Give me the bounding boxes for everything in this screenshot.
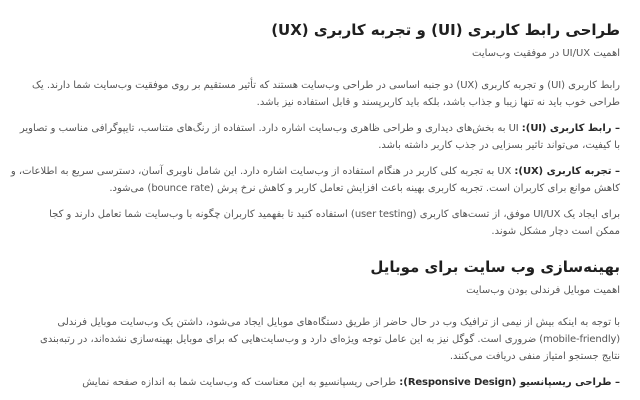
paragraph-line: رابط کاربری (UI) و تجربه کاربری (UX) دو جنبه اساسی در طراحی وب‌سایت هستند که تأثیر مستقیم بر روی موفقیت وب‌سایت شما دارند. یک <box>31 80 620 91</box>
section-heading-mobile: بهینه‌سازی وب سایت برای موبایل <box>370 258 620 276</box>
section-heading-ui-ux: طراحی رابط کاربری (UI) و تجربه کاربری (UX) <box>271 21 620 39</box>
paragraph-responsive-design <box>8 374 620 391</box>
paragraph-text: UI به بخش‌های دیداری و طراحی ظاهری وب‌سایت اشاره دارد. استفاده از رنگ‌های متناسب، تایپوگرافی مناسب و تصاویر <box>19 123 522 134</box>
paragraph-text: طراحی ریسپانسیو به این معناست که وب‌سایت شما به اندازه صفحه نمایش <box>82 377 400 388</box>
paragraph-user-testing <box>8 206 620 240</box>
paragraph-ui-ux-intro <box>8 77 620 111</box>
section-subheading-mobile: اهمیت موبایل فرندلی بودن وب‌سایت <box>466 285 620 296</box>
paragraph-line: ممکن است دچار مشکل شوند. <box>491 226 620 237</box>
paragraph-text: UX به تجربه کلی کاربر در هنگام استفاده از وب‌سایت اشاره دارد. این شامل ناوبری آسان، دسترسی سریع به اطلاعات، و <box>10 166 515 177</box>
paragraph-line: با توجه به اینکه بیش از نیمی از ترافیک وب در حال حاضر از طریق دستگاه‌های موبایل ایجاد می‌شود، داشتن یک وب‌سایت موبایل فرندلی <box>57 317 620 328</box>
paragraph-line: نتایج جستجو امتیاز منفی دریافت می‌کنند. <box>449 351 620 362</box>
paragraph-line: با کیفیت، می‌تواند تاثیر بسزایی در جذب کاربر داشته باشد. <box>378 140 620 151</box>
term-responsive: – طراحی ریسپانسیو (Responsive Design): <box>399 377 620 388</box>
paragraph-line: کاهش موانع برای کاربران است. تجربه کاربری بهینه باعث افزایش تعامل کاربر و کاهش نرخ پرش (bounce rate) می‌شود. <box>109 183 620 194</box>
paragraph-line: (mobile-friendly) ضروری است. گوگل نیز به این عامل توجه ویژه‌ای دارد و وب‌سایت‌هایی که برای موبایل بهینه‌سازی نشده‌اند، در رتبه‌بندی <box>40 334 620 345</box>
paragraph-line <box>8 163 620 180</box>
paragraph-line: طراحی خوب باید نه تنها زیبا و جذاب باشد، بلکه باید کاربرپسند و قابل استفاده نیز باشد. <box>256 97 620 108</box>
paragraph-ui-definition <box>8 120 620 154</box>
paragraph-line: برای ایجاد یک UI/UX موفق، از تست‌های کاربری (user testing) استفاده کنید تا بفهمید کاربران چگونه با وب‌سایت شما تعامل دارند و کجا <box>49 209 620 220</box>
paragraph-line <box>8 374 620 391</box>
paragraph-mobile-intro <box>8 314 620 365</box>
section-subheading-ui-ux: اهمیت UI/UX در موفقیت وب‌سایت <box>472 48 620 59</box>
paragraph-ux-definition <box>8 163 620 197</box>
paragraph-line <box>8 120 620 137</box>
term-ux: – تجربه کاربری (UX): <box>514 166 620 177</box>
term-ui: – رابط کاربری (UI): <box>521 123 620 134</box>
